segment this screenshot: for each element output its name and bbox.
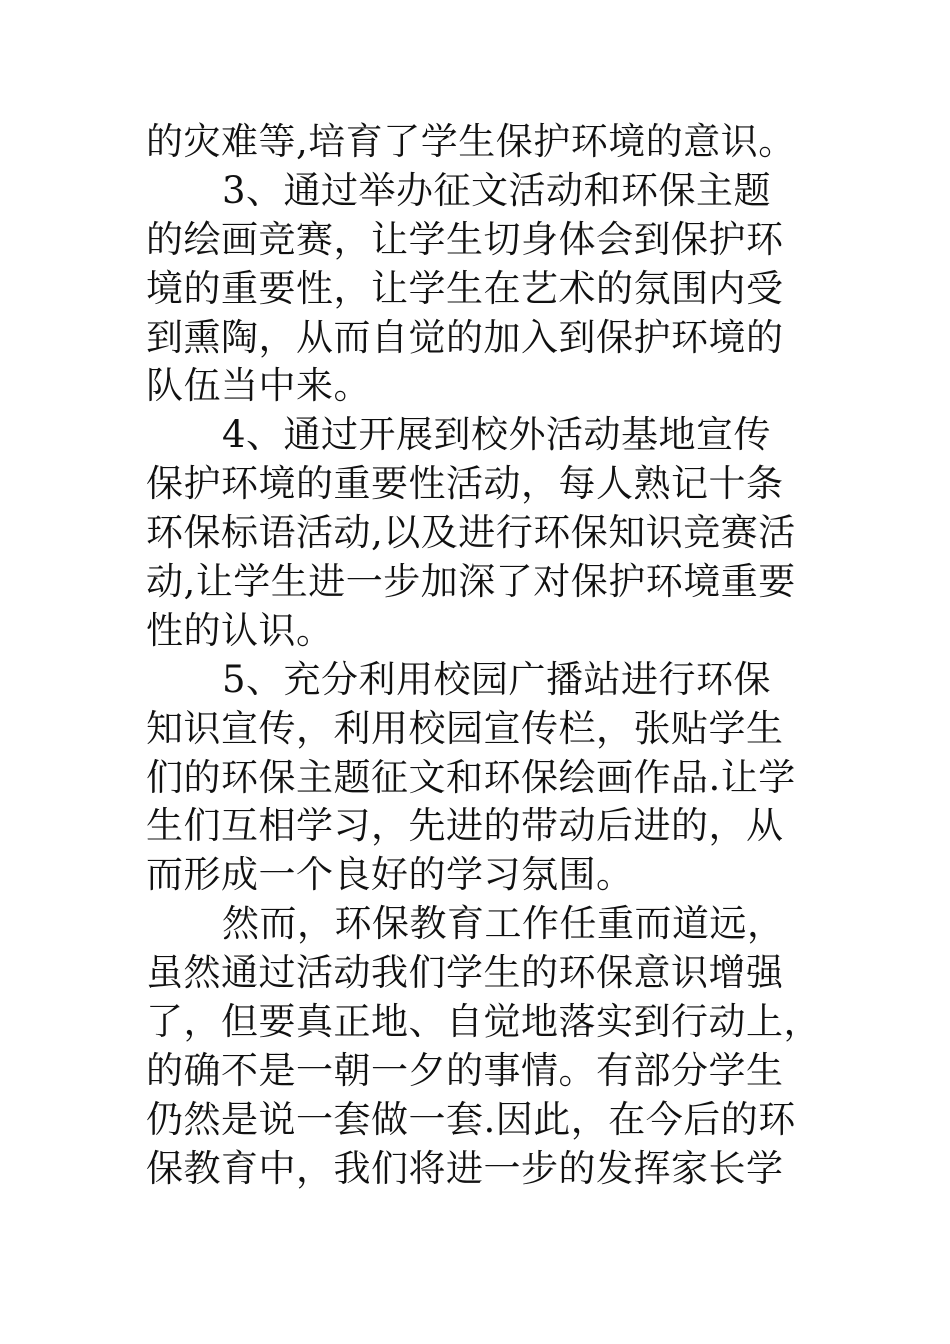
text-line: 动,让学生进一步加深了对保护环境重要 — [146, 560, 796, 604]
text-line: 的绘画竞赛，让学生切身体会到保护环 — [146, 217, 784, 261]
text-line: 虽然通过活动我们学生的环保意识增强 — [146, 951, 784, 995]
text-line: 保护环境的重要性活动，每人熟记十条 — [146, 462, 784, 506]
text-line: 的确不是一朝一夕的事情。有部分学生 — [146, 1048, 784, 1092]
text-line: 队伍当中来。 — [146, 364, 371, 408]
body-text — [146, 118, 821, 1194]
text-line: 环保标语活动,以及进行环保知识竞赛活 — [146, 511, 796, 555]
text-line: 到熏陶，从而自觉的加入到保护环境的 — [146, 315, 784, 359]
text-line: 知识宣传，利用校园宣传栏，张贴学生 — [146, 706, 784, 750]
text-line: 了，但要真正地、自觉地落实到行动上， — [146, 1000, 821, 1044]
text-line: 仍然是说一套做一套.因此，在今后的环 — [146, 1097, 796, 1141]
text-line: 生们互相学习，先进的带动后进的，从 — [146, 804, 784, 848]
text-line: 的灾难等,培育了学生保护环境的意识。 — [146, 120, 796, 163]
text-line: 而形成一个良好的学习氛围。 — [146, 853, 634, 897]
text-line: 境的重要性，让学生在艺术的氛围内受 — [146, 266, 784, 310]
text-line: 们的环保主题征文和环保绘画作品.让学 — [146, 755, 796, 799]
paragraph-start-item-3: 3、通过举办征文活动和环保主题 — [222, 168, 772, 212]
text-line: 保教育中，我们将进一步的发挥家长学 — [146, 1146, 784, 1190]
text-line: 性的认识。 — [146, 608, 334, 652]
paragraph-start-conclusion: 然而，环保教育工作任重而道远， — [222, 902, 785, 946]
paragraph-start-item-4: 4、通过开展到校外活动基地宣传 — [222, 413, 772, 457]
paragraph-start-item-5: 5、充分利用校园广播站进行环保 — [222, 657, 772, 701]
